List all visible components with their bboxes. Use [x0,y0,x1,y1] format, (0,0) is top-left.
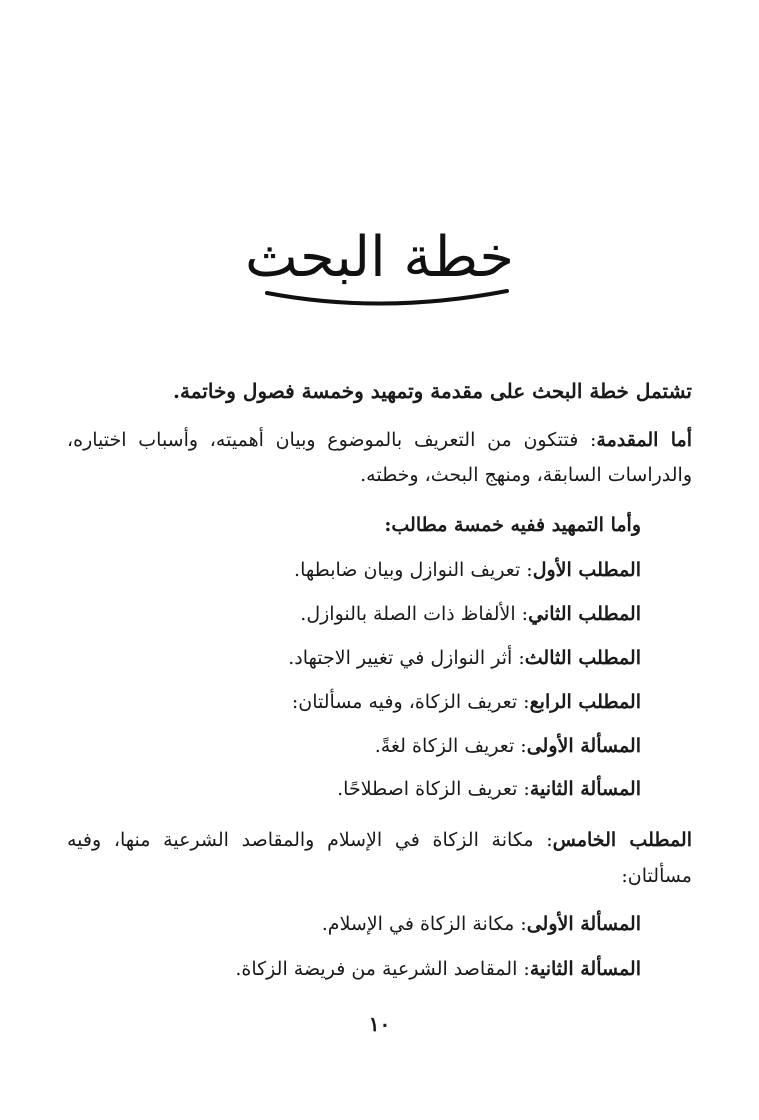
item-text: : المقاصد الشرعية من فريضة الزكاة. [235,958,530,980]
list-item [322,913,641,935]
item-text: : مكانة الزكاة في الإسلام. [321,913,527,935]
intro-paragraph: تشتمل خطة البحث على مقدمة وتمهيد وخمسة فصول وخاتمة. [173,379,692,403]
list-item [337,778,641,800]
list-item [300,603,641,625]
list-item [67,822,692,894]
item-label: المسألة الثانية [529,958,641,980]
item-label: المطلب الرابع [529,691,641,713]
list-item [235,958,641,980]
item-label: المسألة الأولى [526,735,641,757]
title-swash-ornament [262,283,512,313]
item-label: المطلب الخامس [552,829,692,851]
list-item [294,559,641,581]
item-text: : تعريف النوازل وبيان ضابطها. [294,559,533,581]
list-item [292,691,641,713]
item-label: المطلب الأول [532,559,641,581]
item-label: المسألة الأولى [526,913,641,935]
item-text: : أثر النوازل في تغيير الاجتهاد. [288,647,525,669]
list-item [375,735,641,757]
item-text: : تعريف الزكاة اصطلاحًا. [337,778,530,800]
muqaddima-label: أما المقدمة [596,429,692,451]
item-label: المطلب الثالث [524,647,641,669]
muqaddima-paragraph [67,423,692,493]
item-text: : تعريف الزكاة لغةً. [374,735,527,757]
item-label: المطلب الثاني [528,603,641,625]
page-title: خطة البحث [244,225,515,290]
tamhid-heading: وأما التمهيد ففيه خمسة مطالب: [384,514,641,536]
page-number: ١٠ [368,1012,391,1036]
muqaddima-text: : فتتكون من التعريف بالموضوع وبيان أهميته، وأسباب اختياره، والدراسات السابقة، ومنهج البحث، وخطته. [67,429,692,486]
item-label: المسألة الثانية [529,778,641,800]
item-text: : الألفاظ ذات الصلة بالنوازل. [300,603,529,625]
item-text: : مكانة الزكاة في الإسلام والمقاصد الشرعية منها، وفيه مسألتان: [67,829,692,887]
item-text: : تعريف الزكاة، وفيه مسألتان: [291,691,530,713]
list-item [288,647,641,669]
